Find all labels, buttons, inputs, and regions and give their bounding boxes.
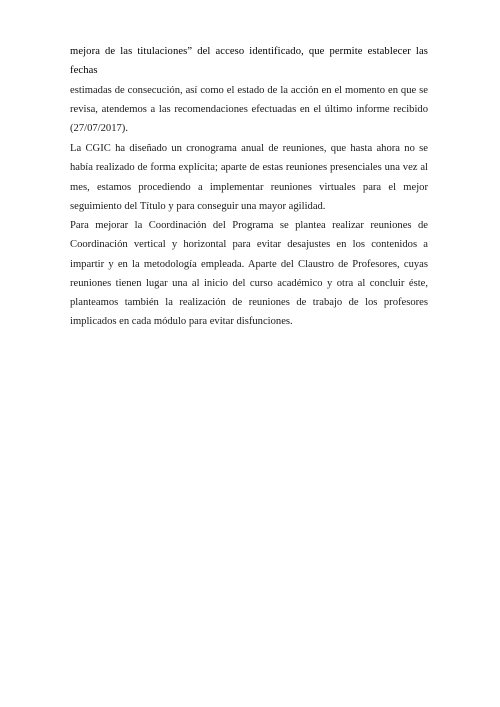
paragraph-text: estimadas de consecución, así como el estado de la acción en el momento en que se revisa, atendemos a las recomendaciones efectuadas en el último informe recibido (27/07/2017). [70,84,428,135]
paragraph-text: La CGIC ha diseñado un cronograma anual de reuniones, que hasta ahora no se había realizado de forma explícita; aparte de estas reuniones presenciales una vez al mes, estamos procediendo a implementar reuniones virtuales para el mejor seguimiento del Título y para conseguir una mayor agilidad. [70,143,428,212]
paragraph-lead-line: mejora de las titulaciones” del acceso identificado, que permite establecer las fechas [70,46,428,77]
paragraph-coordinacion [70,216,428,332]
paragraph-text: Para mejorar la Coordinación del Programa se plantea realizar reuniones de Coordinación vertical y horizontal para evitar desajustes en los contenidos a impartir y en la metodología empleada. Aparte del Claustro de Profesores, cuyas reuniones tienen lugar una al inicio del curso académico y otra al concluir éste, planteamos también la realización de reuniones de trabajo de los profesores implicados en cada módulo para evitar disfunciones. [70,220,428,328]
paragraph-continuation [70,42,428,138]
paragraph-cronograma [70,139,428,216]
